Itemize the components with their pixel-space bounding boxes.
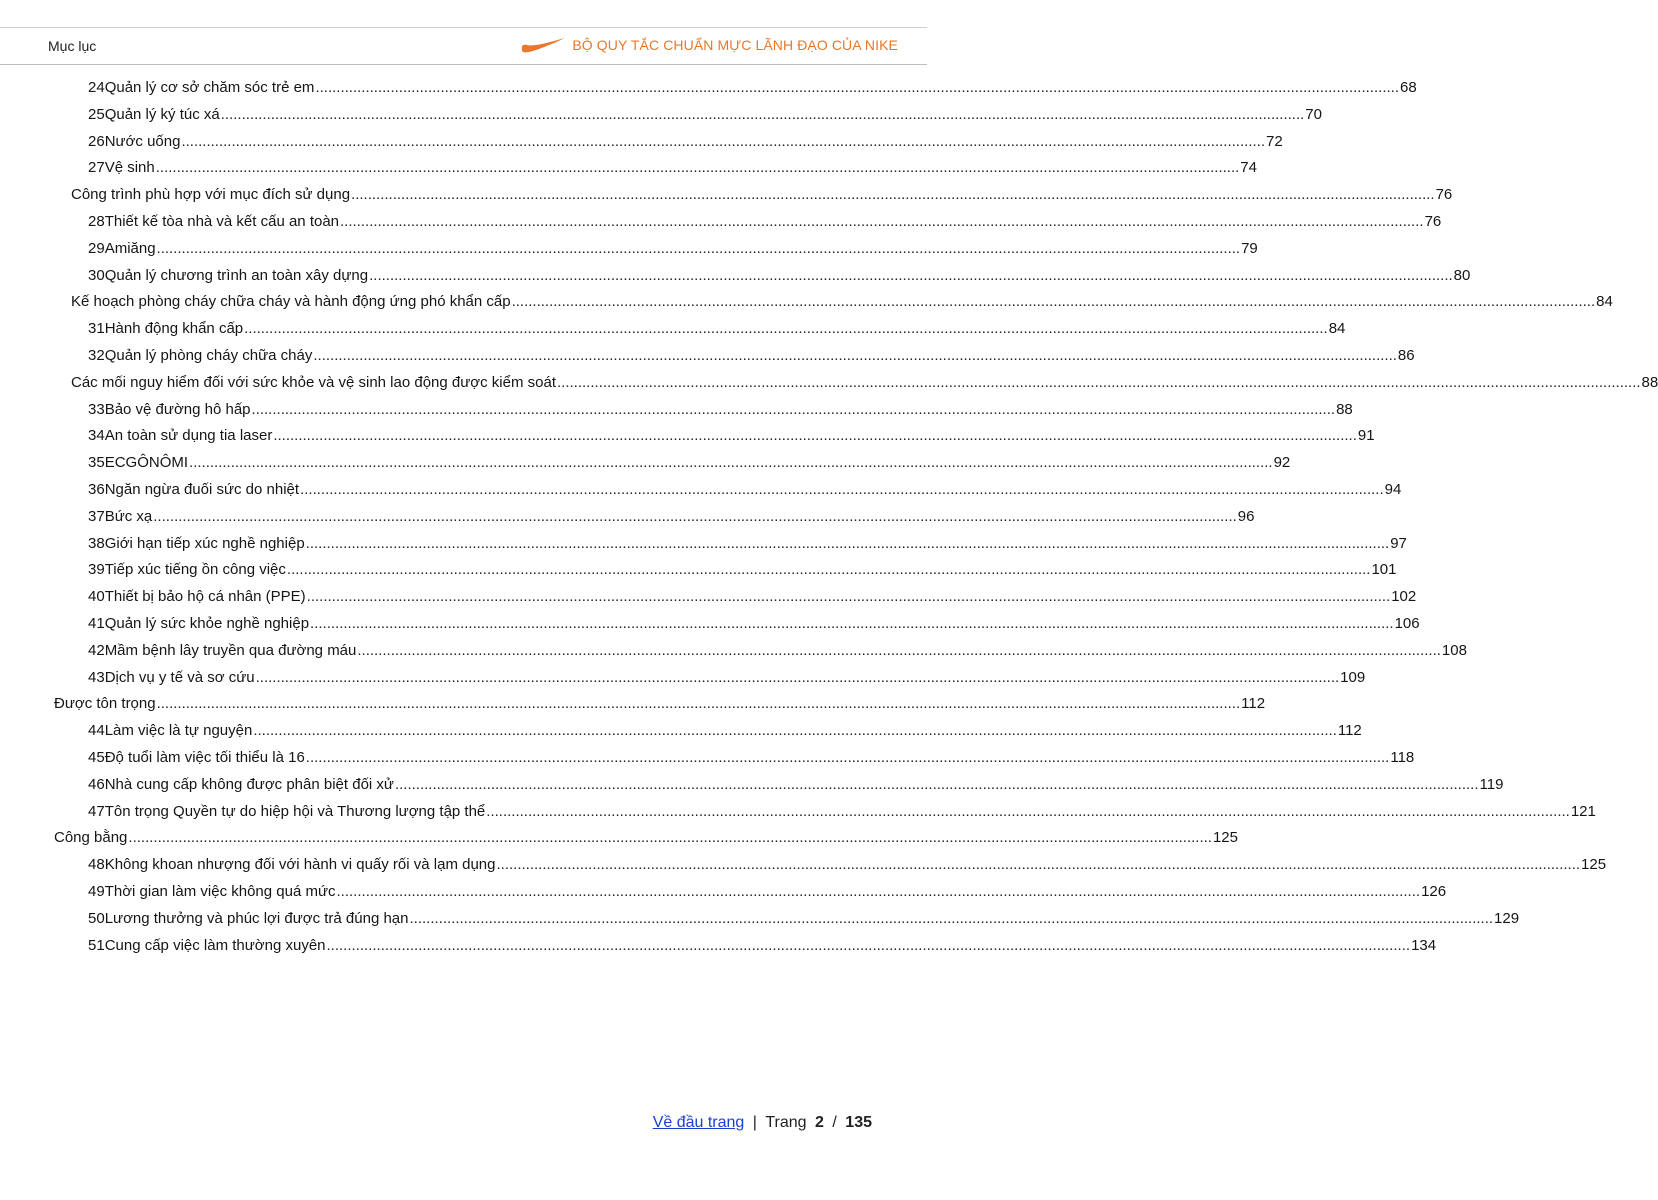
toc-entry[interactable] bbox=[88, 721, 1362, 741]
toc-entry-page: 72 bbox=[1265, 132, 1283, 150]
dot-leader: .................................................................................................................................................................................................................................................................... bbox=[310, 615, 1394, 632]
toc-entry-title: Giới hạn tiếp xúc nghề nghiệp bbox=[104, 534, 305, 552]
dot-leader: .................................................................................................................................................................................................................................................................... bbox=[305, 749, 1390, 766]
toc-entry-title: Quản lý cơ sở chăm sóc trẻ em bbox=[104, 79, 315, 96]
toc-entry-number: 47 bbox=[88, 802, 105, 820]
dot-leader: .................................................................................................................................................................................................................................................................... bbox=[300, 481, 1384, 498]
toc-entry[interactable] bbox=[88, 668, 1366, 688]
toc-entry-number: 24 bbox=[88, 79, 105, 96]
toc-entry-number: 41 bbox=[88, 615, 105, 632]
toc-entry-page: 84 bbox=[1596, 293, 1613, 311]
dot-leader: .................................................................................................................................................................................................................................................................... bbox=[255, 668, 1340, 686]
dot-leader: .................................................................................................................................................................................................................................................................... bbox=[156, 695, 1241, 713]
toc-entry-number: 44 bbox=[88, 722, 105, 740]
footer-separator: | bbox=[752, 1114, 757, 1131]
toc-entry[interactable] bbox=[88, 534, 1407, 554]
toc-entry-title: Mầm bệnh lây truyền qua đường máu bbox=[104, 641, 357, 659]
toc-entry-title: Bức xạ bbox=[104, 507, 153, 525]
toc-entry-number: 46 bbox=[88, 775, 105, 793]
toc-entry[interactable] bbox=[88, 936, 1437, 956]
dot-leader: .................................................................................................................................................................................................................................................................... bbox=[286, 561, 1371, 579]
dot-leader: .................................................................................................................................................................................................................................................................... bbox=[409, 909, 1494, 927]
toc-entry-title: Dịch vụ y tế và sơ cứu bbox=[104, 668, 255, 686]
dot-leader: .................................................................................................................................................................................................................................................................... bbox=[313, 347, 1397, 364]
toc-entry-number: 28 bbox=[88, 213, 105, 230]
toc-entry[interactable] bbox=[88, 882, 1447, 902]
toc-entry-title: Công bằng bbox=[54, 829, 128, 847]
dot-leader: .................................................................................................................................................................................................................................................................... bbox=[156, 239, 1241, 257]
toc-entry-title: Quản lý chương trình an toàn xây dựng bbox=[104, 266, 369, 284]
nike-swoosh-icon bbox=[520, 37, 566, 53]
toc-entry-title: Tiếp xúc tiếng ồn công việc bbox=[104, 561, 286, 579]
toc-entry-title: Thiết kế tòa nhà và kết cấu an toàn bbox=[104, 213, 340, 230]
toc-entry-page: 125 bbox=[1212, 829, 1238, 847]
page-word: Trang bbox=[765, 1114, 807, 1131]
toc-entry[interactable] bbox=[88, 158, 1257, 178]
toc-entry[interactable] bbox=[88, 560, 1397, 580]
toc-entry-number: 49 bbox=[88, 883, 105, 900]
dot-leader: .................................................................................................................................................................................................................................................................... bbox=[369, 266, 1453, 284]
toc-entry[interactable] bbox=[88, 400, 1353, 420]
toc-entry-title: Nước uống bbox=[104, 132, 181, 150]
toc-entry-number: 37 bbox=[88, 507, 105, 525]
toc-entry[interactable] bbox=[88, 614, 1420, 634]
toc-entry[interactable] bbox=[88, 641, 1467, 661]
toc-entry-number: 38 bbox=[88, 534, 105, 552]
toc-entry-page: 76 bbox=[1424, 213, 1442, 230]
toc-entry-page: 126 bbox=[1421, 883, 1447, 900]
dot-leader: .................................................................................................................................................................................................................................................................... bbox=[305, 534, 1390, 552]
toc-entry-title: Lương thưởng và phúc lợi được trả đúng hạn bbox=[104, 909, 409, 927]
toc-entry-page: 68 bbox=[1399, 79, 1417, 96]
dot-leader: .................................................................................................................................................................................................................................................................... bbox=[326, 936, 1411, 954]
toc-entry-title: Hành động khẩn cấp bbox=[104, 320, 244, 338]
toc-entry[interactable] bbox=[88, 426, 1375, 446]
toc-entry-title: Thiết bị bảo hộ cá nhân (PPE) bbox=[104, 588, 306, 606]
document-title: BỘ QUY TẮC CHUẨN MỰC LÃNH ĐẠO CỦA NIKE bbox=[572, 37, 898, 53]
dot-leader: .................................................................................................................................................................................................................................................................... bbox=[340, 213, 1424, 230]
page-slash: / bbox=[832, 1114, 837, 1131]
page-footer bbox=[653, 1114, 872, 1132]
dot-leader: .................................................................................................................................................................................................................................................................... bbox=[496, 856, 1581, 874]
toc-entry-page: 119 bbox=[1479, 775, 1504, 793]
toc-entry-title: Quản lý ký túc xá bbox=[104, 105, 220, 123]
toc-entry-title: Bảo vệ đường hô hấp bbox=[104, 400, 251, 418]
toc-entry-page: 88 bbox=[1336, 400, 1353, 418]
toc-entry[interactable] bbox=[88, 453, 1291, 473]
toc-entry-page: 108 bbox=[1441, 641, 1467, 659]
toc-entry-number: 34 bbox=[88, 427, 105, 445]
toc-entry-page: 80 bbox=[1453, 266, 1471, 284]
toc-entry-page: 102 bbox=[1391, 588, 1417, 606]
toc-entry[interactable] bbox=[88, 802, 1596, 822]
toc-entry-number: 50 bbox=[88, 909, 105, 927]
toc-section-heading[interactable] bbox=[71, 185, 1453, 205]
toc-entry-page: 88 bbox=[1641, 373, 1658, 391]
toc-entry-page: 129 bbox=[1494, 909, 1520, 927]
toc-entry-number: 39 bbox=[88, 561, 105, 579]
page-header bbox=[0, 28, 927, 64]
dot-leader: .................................................................................................................................................................................................................................................................... bbox=[315, 79, 1399, 96]
toc-entry-number: 26 bbox=[88, 132, 105, 150]
toc-entry-number: 33 bbox=[88, 400, 105, 418]
toc-entry-page: 121 bbox=[1570, 802, 1596, 820]
back-to-top-link[interactable]: Về đầu trang bbox=[652, 1114, 745, 1131]
toc-entry-title: Cung cấp việc làm thường xuyên bbox=[104, 936, 326, 954]
total-pages: 135 bbox=[845, 1114, 872, 1131]
toc-entry-page: 70 bbox=[1305, 105, 1322, 123]
dot-leader: .................................................................................................................................................................................................................................................................... bbox=[220, 105, 1305, 123]
toc-entry-title: Không khoan nhượng đối với hành vi quấy rối và lạm dụng bbox=[104, 856, 496, 874]
toc-entry-page: 91 bbox=[1357, 427, 1375, 445]
toc-entry[interactable] bbox=[88, 78, 1417, 98]
toc-entry-page: 106 bbox=[1394, 615, 1420, 632]
toc-entry[interactable] bbox=[88, 266, 1471, 286]
toc-entry-page: 96 bbox=[1237, 507, 1255, 525]
toc-entry[interactable] bbox=[88, 480, 1402, 500]
dot-leader: .................................................................................................................................................................................................................................................................... bbox=[273, 427, 1357, 445]
toc-entry[interactable] bbox=[88, 105, 1322, 125]
toc-entry-page: 112 bbox=[1337, 722, 1362, 740]
toc-entry-page: 125 bbox=[1581, 856, 1607, 874]
toc-entry-number: 31 bbox=[88, 320, 105, 338]
toc-entry-number: 43 bbox=[88, 668, 105, 686]
toc-section-heading[interactable] bbox=[54, 694, 1266, 714]
toc-entry-number: 51 bbox=[88, 936, 105, 954]
toc-entry[interactable] bbox=[88, 909, 1520, 929]
toc-entry-number: 48 bbox=[88, 856, 105, 874]
toc-entry-title: Được tôn trọng bbox=[54, 695, 156, 713]
toc-entry-page: 79 bbox=[1241, 239, 1258, 257]
toc-entry-page: 94 bbox=[1384, 481, 1402, 498]
toc-entry-title: Kế hoạch phòng cháy chữa cháy và hành động ứng phó khẩn cấp bbox=[71, 293, 511, 311]
toc-entry-page: 84 bbox=[1328, 320, 1346, 338]
toc-entry[interactable] bbox=[88, 346, 1415, 366]
dot-leader: .................................................................................................................................................................................................................................................................... bbox=[189, 454, 1273, 472]
toc-entry-page: 118 bbox=[1390, 749, 1415, 766]
toc-entry-number: 36 bbox=[88, 481, 105, 498]
toc-entry-title: Amiăng bbox=[104, 239, 156, 257]
toc-entry-number: 40 bbox=[88, 588, 105, 606]
toc-entry-title: Quản lý phòng cháy chữa cháy bbox=[104, 347, 313, 364]
section-title: Mục lục bbox=[48, 38, 97, 54]
toc-entry[interactable] bbox=[88, 132, 1283, 152]
toc-entry-title: Ngăn ngừa đuối sức do nhiệt bbox=[104, 481, 300, 498]
toc-entry[interactable] bbox=[88, 507, 1255, 527]
toc-entry-title: An toàn sử dụng tia laser bbox=[104, 427, 273, 445]
dot-leader: .................................................................................................................................................................................................................................................................... bbox=[253, 722, 1337, 740]
toc-entry[interactable] bbox=[88, 855, 1607, 875]
toc-entry-title: Quản lý sức khỏe nghề nghiệp bbox=[104, 615, 310, 632]
toc-entry[interactable] bbox=[88, 239, 1258, 259]
toc-entry-title: Thời gian làm việc không quá mức bbox=[104, 883, 336, 900]
header-divider bbox=[0, 64, 927, 65]
toc-entry-number: 30 bbox=[88, 266, 105, 284]
dot-leader: .................................................................................................................................................................................................................................................................... bbox=[556, 373, 1641, 391]
toc-entry-page: 92 bbox=[1273, 454, 1291, 472]
toc-entry[interactable] bbox=[88, 587, 1417, 607]
toc-entry-number: 42 bbox=[88, 641, 105, 659]
toc-entry-number: 45 bbox=[88, 749, 105, 766]
toc-entry[interactable] bbox=[88, 319, 1346, 339]
toc-entry-number: 35 bbox=[88, 454, 105, 472]
toc-entry[interactable] bbox=[88, 212, 1442, 232]
toc-entry-number: 29 bbox=[88, 239, 105, 257]
toc-entry-page: 76 bbox=[1435, 186, 1453, 204]
toc-entry-title: Công trình phù hợp với mục đích sử dụng bbox=[71, 186, 351, 204]
dot-leader: .................................................................................................................................................................................................................................................................... bbox=[486, 802, 1570, 820]
toc-entry-title: ECGÔNÔMI bbox=[104, 454, 189, 472]
toc-entry-number: 25 bbox=[88, 105, 105, 123]
dot-leader: .................................................................................................................................................................................................................................................................... bbox=[155, 159, 1240, 177]
toc-entry-title: Nhà cung cấp không được phân biệt đối xử bbox=[104, 775, 394, 793]
toc-entry-page: 101 bbox=[1371, 561, 1397, 579]
dot-leader: .................................................................................................................................................................................................................................................................... bbox=[511, 293, 1596, 311]
dot-leader: .................................................................................................................................................................................................................................................................... bbox=[394, 775, 1479, 793]
dot-leader: .................................................................................................................................................................................................................................................................... bbox=[128, 829, 1212, 847]
toc-entry-title: Tôn trọng Quyền tự do hiệp hội và Thương lượng tập thể bbox=[104, 802, 486, 820]
toc-entry[interactable] bbox=[88, 748, 1415, 768]
toc-entry[interactable] bbox=[88, 775, 1504, 795]
document-title-group bbox=[520, 37, 898, 53]
toc-entry-title: Độ tuổi làm việc tối thiểu là 16 bbox=[104, 749, 305, 766]
toc-entry-title: Vệ sinh bbox=[104, 159, 155, 177]
toc-entry-page: 86 bbox=[1397, 347, 1415, 364]
toc-entry-title: Các mối nguy hiểm đối với sức khỏe và vệ sinh lao động được kiểm soát bbox=[71, 373, 556, 391]
toc-section-heading[interactable] bbox=[71, 373, 1658, 393]
toc-entry-number: 32 bbox=[88, 347, 105, 364]
toc-entry-page: 109 bbox=[1340, 668, 1366, 686]
current-page-number: 2 bbox=[815, 1114, 824, 1131]
toc-entry-page: 74 bbox=[1240, 159, 1257, 177]
toc-entry-page: 134 bbox=[1411, 936, 1437, 954]
dot-leader: .................................................................................................................................................................................................................................................................... bbox=[244, 320, 1328, 338]
toc-entry-page: 97 bbox=[1390, 534, 1407, 552]
toc-entry-number: 27 bbox=[88, 159, 105, 177]
dot-leader: .................................................................................................................................................................................................................................................................... bbox=[153, 507, 1237, 525]
dot-leader: .................................................................................................................................................................................................................................................................... bbox=[251, 400, 1336, 418]
dot-leader: .................................................................................................................................................................................................................................................................... bbox=[351, 186, 1435, 204]
dot-leader: .................................................................................................................................................................................................................................................................... bbox=[306, 588, 1391, 606]
dot-leader: .................................................................................................................................................................................................................................................................... bbox=[181, 132, 1265, 150]
dot-leader: .................................................................................................................................................................................................................................................................... bbox=[336, 883, 1421, 900]
dot-leader: .................................................................................................................................................................................................................................................................... bbox=[357, 641, 1441, 659]
toc-entry-title: Làm việc là tự nguyện bbox=[104, 722, 253, 740]
toc-entry-page: 112 bbox=[1241, 695, 1266, 713]
toc-section-heading[interactable] bbox=[54, 828, 1238, 848]
toc-section-heading[interactable] bbox=[71, 292, 1613, 312]
